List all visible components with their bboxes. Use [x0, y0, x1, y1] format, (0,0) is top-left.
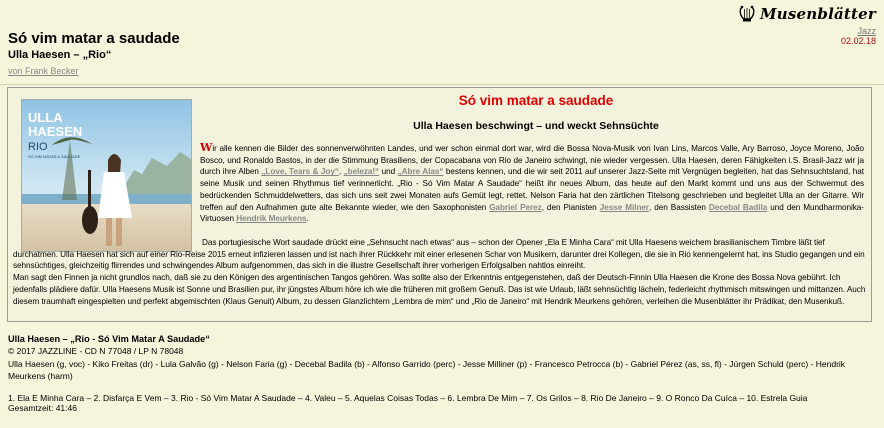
cover-artist-2: HAESEN	[28, 124, 83, 139]
article-subtitle: Ulla Haesen beschwingt – und weckt Sehnsüchte	[413, 120, 659, 132]
album-cover	[21, 99, 192, 252]
author-link[interactable]: von Frank Becker	[8, 66, 79, 76]
link-love-tears-joy[interactable]: „Love, Tears & Joy“	[261, 167, 339, 177]
link-jesse-milner[interactable]: Jesse Milner	[599, 202, 650, 212]
link-abre-alas[interactable]: „Abre Alas“	[397, 167, 444, 177]
article-title: Só vim matar a saudade	[458, 93, 614, 108]
album-tracklist: 1. Ela E Minha Cara – 2. Disfarça E Vem – 3. Rio - Só Vim Matar A Saudade – 4. Valeu – 5. Aquelas Coisas Todas – 6. Lembra De Mim – 7. Os Grilos – 8. Rio De Janeiro – 9. O Ronco Da Cuíca – 10. Estrela Guia	[8, 393, 808, 403]
link-gabriel-perez[interactable]: Gabriel Perez	[489, 202, 542, 212]
cover-title: RIO	[28, 141, 48, 153]
link-decebal-badila[interactable]: Decebal Badila	[708, 202, 768, 212]
brand-logo[interactable]	[737, 3, 876, 25]
brand-name: Musenblätter	[759, 5, 876, 23]
drop-cap: W	[200, 141, 213, 154]
album-label: © 2017 JAZZLINE - CD N 77048 / LP N 78048	[8, 346, 184, 356]
album-total-time: Gesamtzeit: 41:46	[8, 403, 77, 413]
category-link[interactable]: Jazz	[857, 26, 876, 36]
header-divider	[0, 84, 884, 85]
link-hendrik-meurkens[interactable]: Hendrik Meurkens	[236, 214, 307, 224]
article-paragraph-1: Wir alle kennen die Bilder des sonnenverwöhnten Landes, und wer schon einmal dort war, wird die Bossa Nova-Musik von Ivan Lins, Marcos Valle, Ary Barroso, Joyce Moreno, João Bosco, und Ronaldo Bastos, in der die Stimmung Brasiliens, der Copacabana von Rio de Janeiro schwingt, nie wieder vergessen. Ulla Haesen, deren Fähigkeiten i.S. Brasil-Jazz wir ja durch ihre Alben „Love, Tears & Joy“, „beleza!“ und „Abre Alas“ bestens kennen, und die wir seit 2011 auf unserer Jazz-Seite mit Vergnügen begleiten, hat das Sehnsuchtsland, hat seine Musik und seinen Rhythmus tief verinnerlicht. „Rio - Só Vim Matar A Saudade“ heißt ihr neues Album, das heute auf den Markt kommt und uns aus der Schwermut des bedrückenden Schmuddelwetters, das sich uns seit zwei Monaten aufs Gemüt legt, rettet. Nelson Faria hat den zärtlichen Titelsong geschrieben und begleitet Ulla an der Gitarre. Wir treffen auf den Aufnahmen gute alte Bekannte wieder, wie den Saxophonisten Gabriel Perez, den Pianisten Jesse Milner, den Bassisten Decebal Badila und den Mundharmonika-Virtuosen Hendrik Meurkens.	[200, 141, 864, 224]
album-credits: Ulla Haesen (g, voc) - Kiko Freitas (dr) - Lula Galvão (g) - Nelson Faria (g) - Decebal Badila (b) - Alfonso Garrido (perc) - Jesse Milliner (p) - Francesco Petrocca (b) - Gabriel Pérez (as, ss, fl) - Jürgen Schuld (perc) - Hendrik Meurkens (harm)	[8, 359, 846, 381]
page-title: Só vim matar a saudade	[8, 30, 180, 47]
article-paragraph-2: Das portugiesische Wort saudade drückt eine „Sehnsucht nach etwas“ aus – schon der Opener „Ela E Minha Cara“ mit Ulla Haesens weichem brasilianischem Timbre läßt tief durchatmen. Ulla Haesen hat sich auf einer Rio-Reise 2015 erneut infizieren lassen und ist nach ihrer Rückkehr mit einer erlesenen Schar von Musikern, darunter drei Kollegen, die sie in Rio kennengelernt hat, ins Studio gegangen und ein sehnsüchtiges, gleichzeitig flirrendes und schwingendes Album aufgenommen, das sich in die illustre Gesellschaft ihrer vorherigen Erfolgsalben nahtlos einreiht. Man sagt den Finnen ja nicht grundlos nach, daß sie zu den Königen des argentinischen Tangos gehören. Was sollte also der Erkenntnis entgegenstehen, daß der Deutsch-Finnin Ulla Haesen die Krone des Bossa Nova gebührt. Ich jedenfalls plädiere dafür. Ulla Haesens Musik ist Sonne und Brasilien pur, ihr jüngstes Album höre ich wie die früheren mit großem Genuß. Das ist wie Urlaub, läßt sehnsüchtig lächeln, federleicht rhythmisch mitswingen und mittanzen. Auch diesem traumhaft eingespielten und perfekt abgemischten (Klaus Genuit) Album, zu dessen Glanzlichtern „Lembra de mim“ und „Rio de Janeiro“ mit Hendrik Meurkens gehören, verleihen die Musenblätter ihr Prädikat, den Musenkuß.	[13, 238, 866, 306]
page-subtitle: Ulla Haesen – „Rio“	[8, 49, 112, 61]
album-title: Ulla Haesen – „Rio - Só Vim Matar A Saudade“	[8, 334, 210, 344]
link-beleza[interactable]: „beleza!“	[343, 167, 380, 177]
cover-tag: SÓ VIM MATAR A SAUDADE	[28, 154, 81, 159]
article-paragraph-3: Man sagt den Finnen ja nicht grundlos nach, daß sie zu den Königen des argentinischen Tangos gehören. Was sollte also der Erkenntnis entgegenstehen, daß der Deutsch-Finnin Ulla Haesen die Krone des Bossa Nova gebührt. Ich jedenfalls plädiere dafür. Ulla Haesens Musik ist Sonne und Brasilien pur, ihr jüngstes Album höre ich wie die früheren mit großem Genuß. Das ist wie Urlaub, läßt sehnsüchtig lächeln, federleicht rhythmisch mitswingen und mittanzen. Auch diesem traumhaft eingespielten und perfekt abgemischten (Klaus Genuit) Album, zu dessen Glanzlichtern „Lembra de mim“ und „Rio de Janeiro“ mit Hendrik Meurkens gehören, verleihen die Musenblätter ihr Prädikat, den Musenkuß.	[13, 273, 866, 306]
publish-date: 02.02.18	[840, 36, 876, 46]
cover-artist-1: ULLA	[28, 110, 63, 125]
lyre-icon	[737, 4, 757, 24]
album-cover-image	[22, 100, 192, 252]
